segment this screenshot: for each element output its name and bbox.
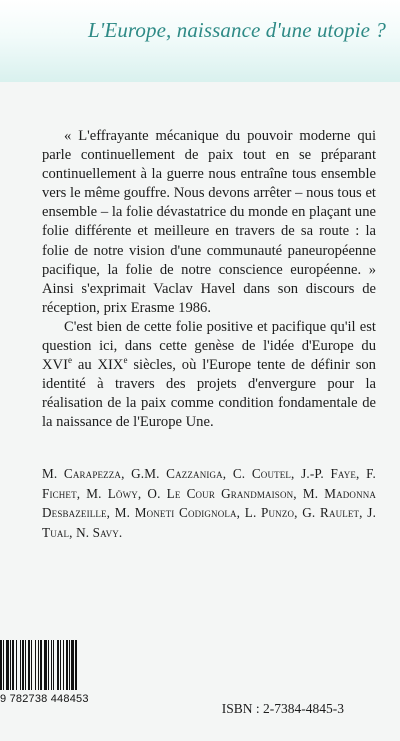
author-name: J. Tual,: [42, 505, 377, 540]
author-name: J.-P. Faye,: [301, 466, 360, 481]
author-name: L. Punzo,: [244, 505, 298, 521]
author-name: C. Coutel,: [232, 466, 295, 481]
blurb-text: [42, 127, 376, 433]
barcode-icon: [0, 640, 100, 690]
author-name: M. Löwy,: [86, 485, 142, 501]
author-name: N. Savy.: [76, 524, 123, 540]
author-name: F. Fichet,: [42, 466, 376, 501]
author-name: M. Madonna Desbazeille,: [42, 485, 377, 521]
page-title: L'Europe, naissance d'une utopie ?: [88, 18, 386, 42]
author-name: G. Raulet,: [302, 505, 363, 521]
author-name: G.M. Cazzaniga,: [131, 466, 227, 481]
author-name: M. Carapezza,: [42, 466, 125, 481]
author-name: M. Moneti Codignola,: [114, 505, 241, 521]
isbn-label: ISBN : 2-7384-4845-3: [221, 701, 344, 716]
description-paragraph: C'est bien de cette folie positive et pacifique qu'il est question ici, dans cette genèse de l'idée d'Europe du XVIe au XIXe siècles, où l'Europe tente de définir son identité à travers des projets d'envergure pour la réalisation de la paix comme condition fondamentale de la naissance de l'Europe Une.: [42, 318, 376, 431]
barcode-number: 9 782738 448453: [0, 693, 89, 705]
author-name: O. Le Cour Grandmaison,: [147, 485, 297, 501]
quote-paragraph: « L'effrayante mécanique du pouvoir moderne qui parle continuellement de paix tout en se préparant continuellement à la guerre nous entraîne tous ensemble vers le même gouffre. Nous devons arrêter – nous tous et ensemble – la folie dévastatrice du monde en plaçant une folie différente et meilleure en travers de sa route : la folie de notre vision d'une communauté paneuropéenne pacifique, la folie de notre conscience européenne. » Ainsi s'exprimait Vaclav Havel dans son discours de réception, prix Erasme 1986.: [42, 128, 376, 316]
author-list: [42, 464, 376, 542]
